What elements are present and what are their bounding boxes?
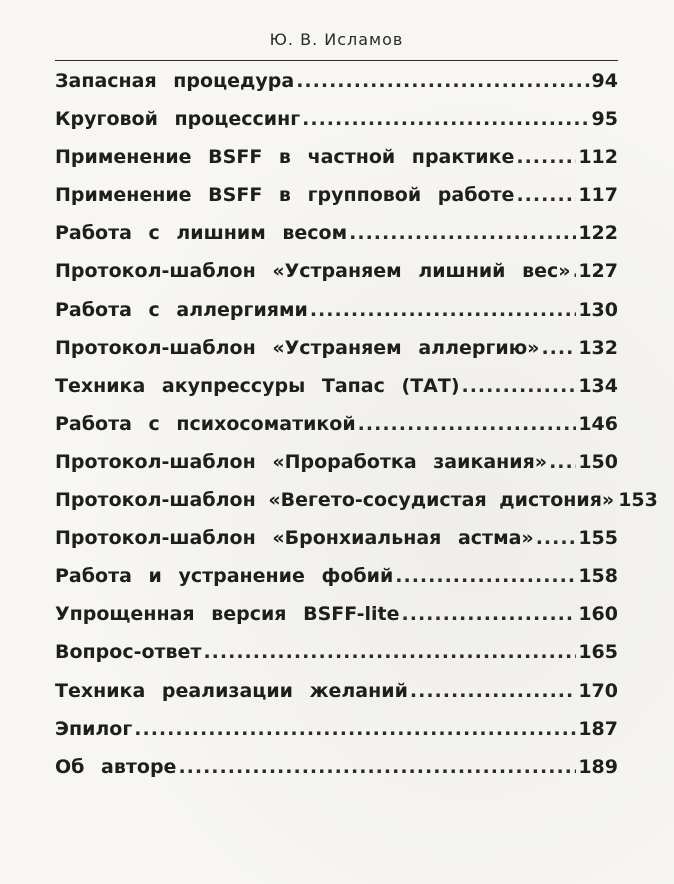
toc-dot-leader <box>310 299 577 321</box>
toc-entry <box>55 756 618 794</box>
toc-entry <box>55 260 618 298</box>
toc-entry-page: 134 <box>578 374 618 397</box>
toc-entry <box>55 565 618 603</box>
toc-dot-leader <box>203 641 576 663</box>
toc-dot-leader <box>349 222 576 244</box>
toc-dot-leader <box>541 337 576 359</box>
toc-entry-page: 127 <box>578 260 618 283</box>
toc-entry-title: Эпилог <box>55 717 133 740</box>
toc-entry-title: Протокол-шаблон «Проработка заикания» <box>55 450 548 473</box>
toc-entry <box>55 603 618 641</box>
toc-entry <box>55 108 618 146</box>
toc-entry-title: Работа с лишним весом <box>55 222 348 245</box>
toc-entry-page: 189 <box>578 755 618 778</box>
toc-dot-leader <box>410 680 576 702</box>
toc-dot-leader <box>358 413 577 435</box>
toc-entry <box>55 70 618 108</box>
toc-entry-title: Работа и устранение фобий <box>55 565 394 588</box>
toc-entry-page: 95 <box>591 108 618 131</box>
toc-entry-page: 122 <box>578 222 618 245</box>
toc-entry <box>55 146 618 184</box>
table-of-contents <box>55 70 658 794</box>
toc-entry-title: Применение BSFF в частной практике <box>55 146 515 169</box>
toc-entry <box>55 299 618 337</box>
toc-entry-page: 146 <box>578 412 618 435</box>
toc-entry-title: Применение BSFF в групповой работе <box>55 184 515 207</box>
toc-dot-leader <box>573 260 577 282</box>
toc-dot-leader <box>516 184 576 206</box>
toc-entry-title: Упрощенная версия BSFF-lite <box>55 603 400 626</box>
toc-entry <box>55 375 618 413</box>
toc-entry-title: Протокол-шаблон «Устраняем лишний вес» <box>55 260 571 283</box>
toc-entry-page: 132 <box>578 336 618 359</box>
toc-entry-title: Техника реализации желаний <box>55 679 408 702</box>
toc-dot-leader <box>302 108 589 130</box>
running-header-author: Ю. В. Исламов <box>269 30 404 49</box>
toc-entry-page: 150 <box>578 450 618 473</box>
toc-entry-title: Протокол-шаблон «Устраняем аллергию» <box>55 336 540 359</box>
toc-entry <box>55 641 618 679</box>
toc-dot-leader <box>178 756 576 778</box>
toc-entry <box>55 184 618 222</box>
toc-entry <box>55 222 618 260</box>
toc-entry <box>55 680 618 718</box>
toc-entry <box>55 718 618 756</box>
toc-dot-leader <box>549 451 576 473</box>
toc-entry <box>55 337 618 375</box>
toc-entry-title: Запасная процедура <box>55 70 295 92</box>
toc-entry-page: 187 <box>578 717 618 740</box>
toc-entry-title: Об авторе <box>55 755 177 778</box>
toc-entry <box>55 413 618 451</box>
toc-entry-title: Протокол-шаблон «Вегето-сосудистая дистония» <box>55 489 615 512</box>
toc-entry-title: Техника акупрессуры Тапас (ТАТ) <box>55 374 460 397</box>
toc-entry-title: Протокол-шаблон «Бронхиальная астма» <box>55 527 534 550</box>
toc-entry <box>55 489 658 527</box>
toc-dot-leader <box>402 603 577 625</box>
toc-entry-page: 153 <box>618 489 658 512</box>
toc-entry-page: 170 <box>578 679 618 702</box>
toc-dot-leader <box>536 527 577 549</box>
toc-dot-leader <box>516 146 576 168</box>
toc-entry-title: Работа с аллергиями <box>55 298 308 321</box>
header-rule <box>55 60 618 61</box>
toc-dot-leader <box>134 718 576 740</box>
toc-entry-page: 155 <box>578 527 618 550</box>
toc-entry-page: 165 <box>578 641 618 664</box>
toc-entry-title: Вопрос-ответ <box>55 641 202 664</box>
toc-entry-page: 160 <box>578 603 618 626</box>
toc-entry-page: 112 <box>578 146 618 169</box>
toc-entry-page: 130 <box>578 298 618 321</box>
toc-entry <box>55 527 618 565</box>
toc-entry-page: 94 <box>591 70 618 92</box>
toc-entry-page: 158 <box>578 565 618 588</box>
toc-entry-page: 117 <box>578 184 618 207</box>
toc-dot-leader <box>462 375 577 397</box>
toc-entry <box>55 451 618 489</box>
toc-entry-title: Круговой процессинг <box>55 108 301 131</box>
toc-entry-title: Работа с психосоматикой <box>55 412 356 435</box>
toc-dot-leader <box>296 70 589 92</box>
toc-dot-leader <box>395 565 576 587</box>
